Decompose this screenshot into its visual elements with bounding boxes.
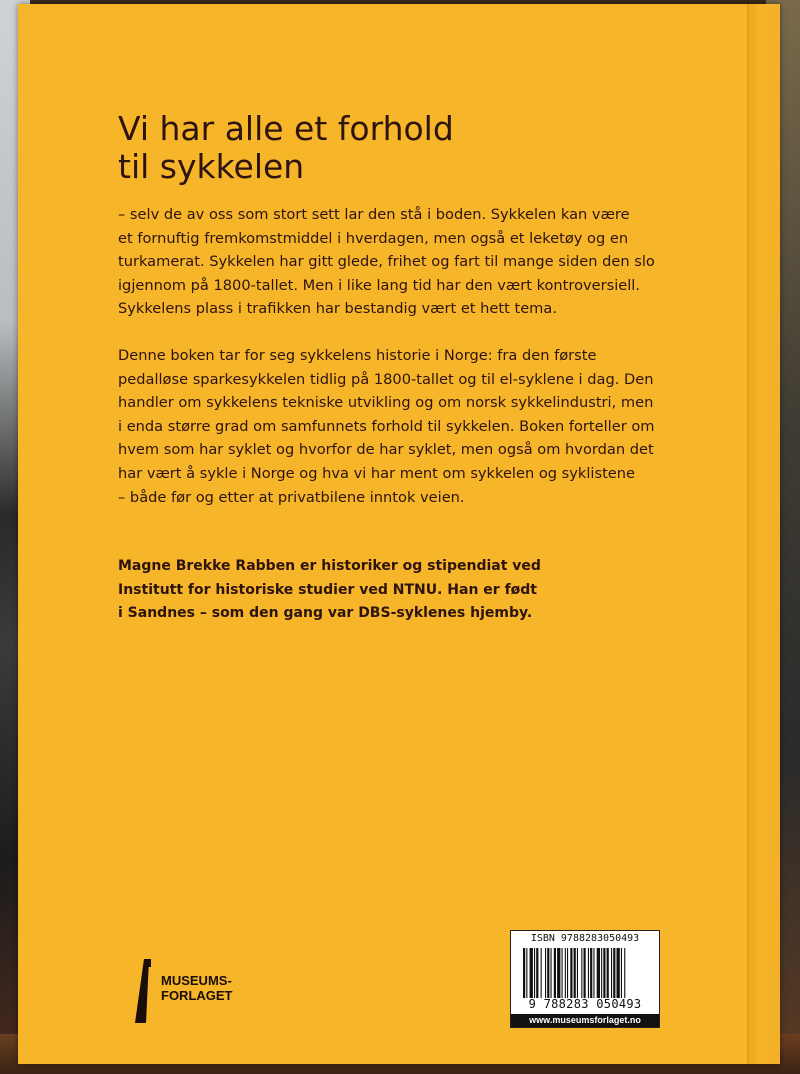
text-line: – selv de av oss som stort sett lar den stå i boden. Sykkelen kan være [118, 206, 630, 223]
text-line: Denne boken tar for seg sykkelens historie i Norge: fra den første [118, 347, 597, 364]
barcode-bar [526, 948, 527, 998]
barcode-bar [574, 948, 576, 998]
isbn-label: ISBN 9788283050493 [530, 933, 640, 944]
barcode-bar [584, 948, 586, 998]
barcode-bar [530, 948, 533, 998]
barcode-bar [534, 948, 535, 998]
text-line: Sykkelens plass i trafikken har bestandig vært et hett tema. [118, 300, 557, 318]
barcode-bar [624, 948, 625, 998]
barcode-bar [611, 948, 612, 998]
barcode-bar [557, 948, 560, 998]
text-line: – både før og etter at privatbilene inntok veien. [118, 488, 465, 506]
text-line: igjennom på 1800-tallet. Men i like lang tid har den vært kontroversiell. [118, 276, 641, 294]
book-spine [747, 4, 780, 1064]
barcode-bar [590, 948, 592, 998]
barcode-bar [565, 948, 566, 998]
barcode-bar [577, 948, 578, 998]
barcode-bar [523, 948, 525, 998]
author-bio [118, 555, 708, 626]
barcode-bar [588, 948, 589, 998]
barcode-bars [523, 948, 647, 998]
barcode-bar [607, 948, 609, 998]
publisher-url: www.museumsforlaget.no [511, 1014, 659, 1027]
text-line: et fornuftig fremkomstmiddel i hverdagen, men også et leketøy og en [118, 229, 629, 247]
barcode-bar [554, 948, 556, 998]
barcode-bar [570, 948, 572, 998]
isbn-digits: 9 788283 050493 [528, 997, 642, 1011]
barcode-bar [603, 948, 605, 998]
text-line: i enda større grad om samfunnets forhold til sykkelen. Boken forteller om [118, 417, 655, 435]
barcode-bar [593, 948, 594, 998]
barcode-bar [536, 948, 538, 998]
barcode-bar [541, 948, 542, 998]
text-line: Institutt for historiske studier ved NTNU. Han er født [118, 581, 538, 598]
barcode-bar [613, 948, 615, 998]
museumsforlaget-logo-icon [135, 959, 157, 1023]
logo-line: MUSEUMS- [161, 973, 232, 988]
barcode-bar [581, 948, 582, 998]
intro-paragraph [118, 203, 708, 321]
barcode-bar [621, 948, 622, 998]
description-paragraph [118, 344, 708, 509]
barcode-bar [547, 948, 549, 998]
cover-title [118, 110, 618, 186]
text-line: pedalløse sparkesykkelen tidlig på 1800-tallet og til el-syklene i dag. Den [118, 370, 654, 388]
isbn-barcode [510, 930, 660, 1028]
text-line: turkamerat. Sykkelen har gitt glede, frihet og fart til mange siden den slo [118, 253, 655, 271]
barcode-bar [617, 948, 620, 998]
publisher-logo [131, 959, 251, 1029]
barcode-bar [545, 948, 546, 998]
logo-line: FORLAGET [161, 988, 233, 1003]
title-line: Vi har alle et forhold [118, 109, 454, 148]
text-line: i Sandnes – som den gang var DBS-syklenes hjemby. [118, 605, 533, 622]
barcode-bar [562, 948, 563, 998]
barcode-bar [551, 948, 552, 998]
barcode-bar [567, 948, 568, 998]
book-back-cover [18, 4, 780, 1064]
text-line: hvem som har syklet og hvorfor de har syklet, men også om hvordan det [118, 441, 654, 459]
text-line: Magne Brekke Rabben er historiker og stipendiat ved [118, 558, 541, 574]
title-line: til sykkelen [118, 147, 305, 186]
text-line: har vært å sykle i Norge og hva vi har ment om sykkelen og syklistene [118, 464, 636, 482]
barcode-bar [601, 948, 602, 998]
publisher-name [161, 973, 233, 1003]
text-line: handler om sykkelens tekniske utvikling og om norsk sykkelindustri, men [118, 394, 654, 412]
barcode-bar [597, 948, 600, 998]
